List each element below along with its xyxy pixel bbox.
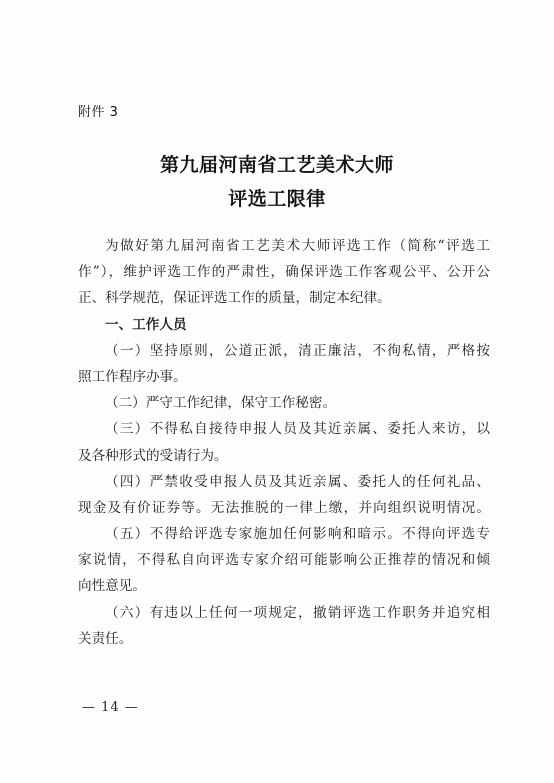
paragraph-line: 照工作程序办事。 bbox=[78, 368, 187, 385]
paragraph-line: 向性意见。 bbox=[78, 578, 146, 595]
paragraph-line: 作”），维护评选工作的严肃性，确保评选工作客观公平、公开公 bbox=[78, 264, 490, 281]
attachment-label: 附件 3 bbox=[78, 105, 119, 120]
paragraph-line: （一）坚持原则，公道正派，清正廉洁，不徇私情，严格按 bbox=[105, 342, 490, 359]
paragraph-line: （六）有违以上任何一项规定，撤销评选工作职务并追究相 bbox=[105, 604, 490, 621]
paragraph-line: 正、科学规范，保证评选工作的质量，制定本纪律。 bbox=[78, 290, 391, 307]
paragraph-line: 家说情，不得私自向评选专家介绍可能影响公正推荐的情况和倾 bbox=[78, 552, 490, 569]
document-body bbox=[78, 233, 490, 652]
paragraph-line: 及各种形式的受请行为。 bbox=[78, 447, 228, 464]
paragraph-line: （二）严守工作纪律，保守工作秘密。 bbox=[105, 395, 337, 412]
page-number: — 14 — bbox=[82, 700, 139, 715]
paragraph-line: （五）不得给评选专家施加任何影响和暗示。不得向评选专 bbox=[105, 526, 490, 543]
paragraph-line: 关责任。 bbox=[78, 630, 133, 647]
section-heading: 一、工作人员 bbox=[105, 316, 187, 333]
paragraph-line: （四）严禁收受申报人员及其近亲属、委托人的任何礼品、 bbox=[105, 473, 490, 490]
document-title-line-1: 第九届河南省工艺美术大师 bbox=[159, 154, 394, 176]
document-title-line-2: 评选工限律 bbox=[228, 188, 326, 210]
paragraph-line: 为做好第九届河南省工艺美术大师评选工作（简称“评选工 bbox=[105, 238, 490, 254]
paragraph-line: （三）不得私自接待申报人员及其近亲属、委托人来访，以 bbox=[105, 421, 490, 438]
paragraph-line: 现金及有价证券等。无法推脱的一律上缴，并向组织说明情况。 bbox=[78, 499, 490, 516]
